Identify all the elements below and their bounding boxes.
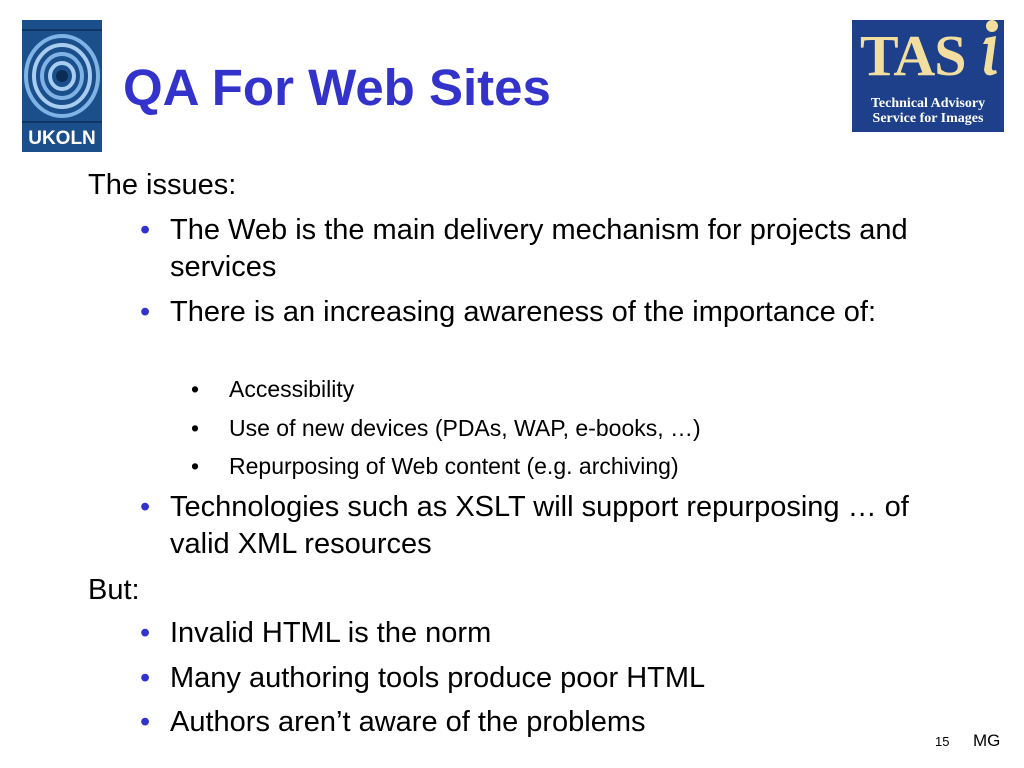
list-item — [140, 704, 970, 741]
list-item — [140, 489, 970, 563]
bullet-icon: • — [140, 706, 151, 738]
bullet-icon: • — [191, 453, 200, 479]
list-item — [140, 660, 970, 697]
sub-list-item-text: Repurposing of Web content (e.g. archiving) — [229, 453, 679, 479]
bullet-icon: • — [140, 296, 151, 328]
list-item — [140, 615, 970, 652]
list-item-text: The Web is the main delivery mechanism for projects and services — [170, 214, 908, 283]
author-initials: MG — [973, 731, 1001, 750]
bullet-icon: • — [191, 376, 200, 402]
bullet-icon: • — [140, 617, 151, 649]
sub-list-item — [191, 414, 701, 442]
page-title: QA For Web Sites — [123, 59, 551, 116]
bullet-icon: • — [191, 415, 200, 441]
tasi-subtitle: Technical Advisory Service for Images — [870, 96, 986, 126]
list-item — [140, 294, 970, 331]
list-item-text: Technologies such as XSLT will support repurposing … of valid XML resources — [170, 491, 909, 560]
list-item-text: Authors aren’t aware of the problems — [170, 706, 646, 738]
list-item-text: Many authoring tools produce poor HTML — [170, 662, 706, 694]
issues-heading: The issues: — [88, 169, 237, 201]
list-item-text: There is an increasing awareness of the importance of: — [170, 296, 877, 328]
ukoln-wordmark: UKOLN — [28, 128, 96, 149]
sub-list-item-text: Use of new devices (PDAs, WAP, e-books, …) — [229, 415, 701, 441]
bullet-icon: • — [140, 662, 151, 694]
bullet-icon: • — [140, 491, 151, 523]
sub-list-item-text: Accessibility — [229, 376, 355, 402]
bullet-icon: • — [140, 214, 151, 246]
list-item — [140, 212, 970, 286]
slide-number: 15 — [935, 734, 950, 749]
tasi-wordmark: TAS — [860, 23, 966, 88]
sub-list-item — [191, 375, 355, 403]
but-heading: But: — [88, 574, 140, 606]
list-item-text: Invalid HTML is the norm — [170, 617, 492, 649]
sub-list-item — [191, 452, 679, 480]
